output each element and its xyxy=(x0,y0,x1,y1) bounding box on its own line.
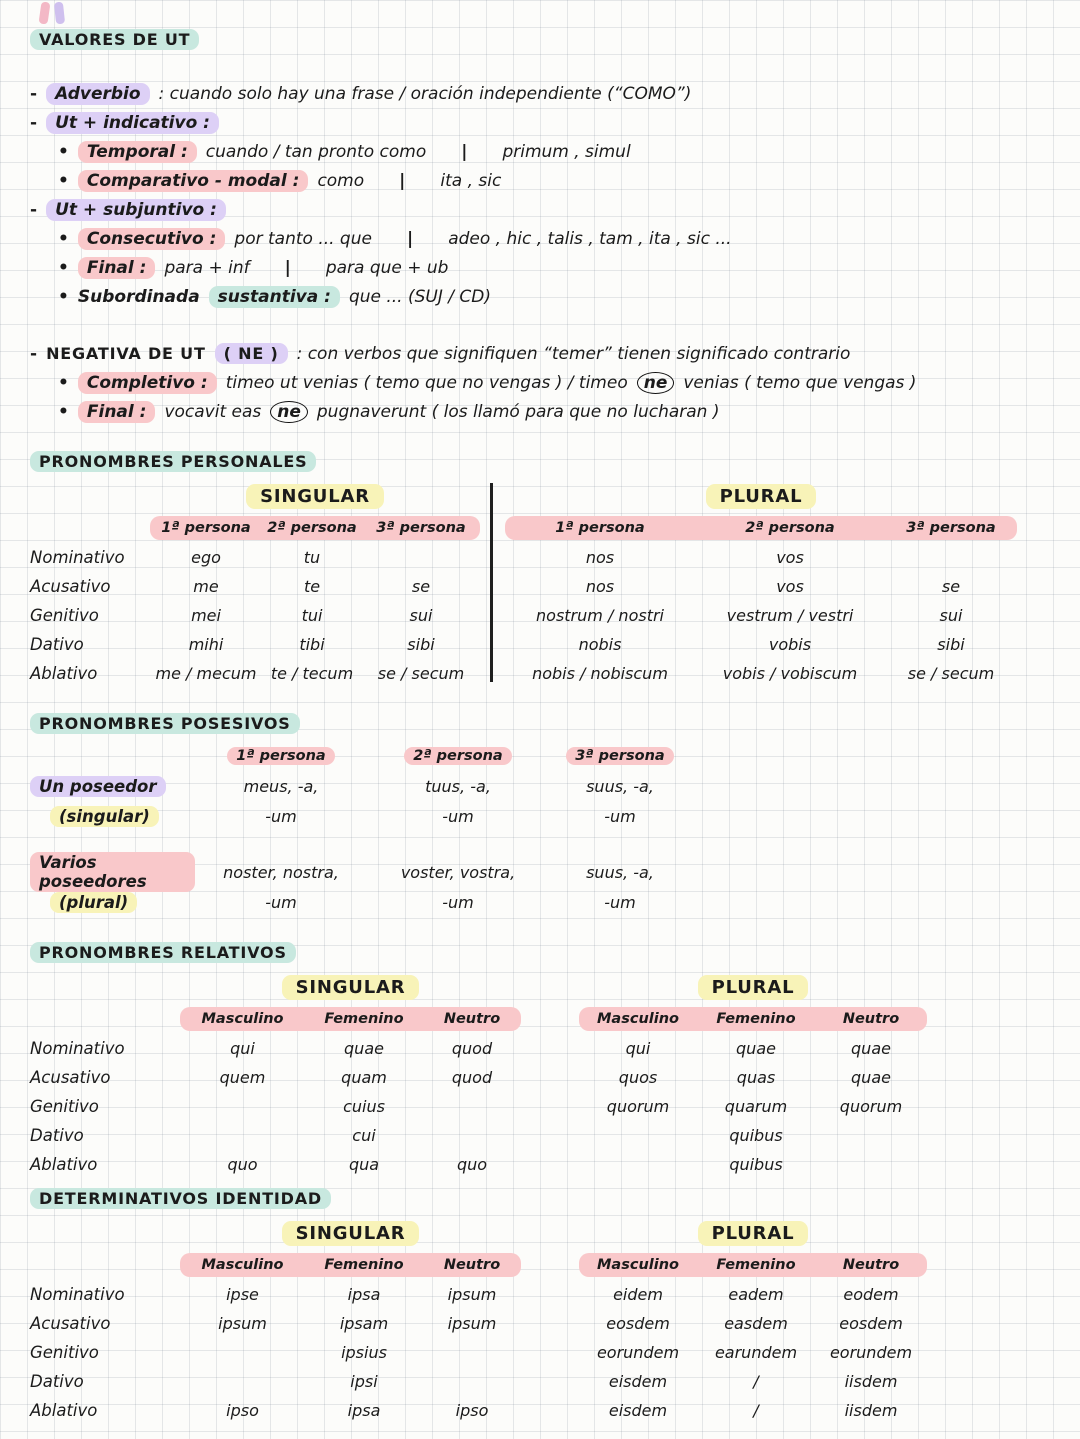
cell xyxy=(815,1150,927,1179)
gender-headers xyxy=(579,1250,927,1280)
row-label-dativo: Dativo xyxy=(30,635,84,654)
cell: qui xyxy=(230,1039,255,1058)
section-title: DETERMINATIVOS IDENTIDAD xyxy=(30,1188,331,1209)
sustantiva-label: sustantiva : xyxy=(209,286,340,308)
col-header-femenino: Femenino xyxy=(324,1257,404,1273)
completivo-text-2: venias ( temo que vengas ) xyxy=(683,372,917,393)
divider-bar: | xyxy=(284,257,291,278)
col-header-2a-persona: 2ª persona xyxy=(745,520,835,536)
cell: qua xyxy=(348,1155,380,1174)
personales-singular-grid xyxy=(30,479,480,688)
col-header-3a-persona: 3ª persona xyxy=(566,747,673,765)
cell: ipsius xyxy=(341,1343,387,1362)
determinativos-singular-grid xyxy=(30,1216,521,1425)
subordinada-text: que ... (SUJ / CD) xyxy=(348,286,491,307)
cell: voster, vostra, xyxy=(400,862,516,882)
relativos-singular-grid xyxy=(30,970,521,1179)
cell: quam xyxy=(341,1068,387,1087)
cell: quae xyxy=(851,1068,891,1087)
consecutivo-conjunctions: adeo , hic , talis , tam , ita , sic ... xyxy=(448,228,732,249)
cell xyxy=(423,1121,521,1150)
cell: eosdem xyxy=(839,1314,903,1333)
cell: quibus xyxy=(729,1155,783,1174)
comparativo-label: Comparativo - modal : xyxy=(78,170,309,192)
singular-header xyxy=(150,479,480,513)
dash-bullet: - xyxy=(30,343,38,364)
cell: me xyxy=(193,577,219,596)
cell: vobis xyxy=(768,635,812,654)
posesivos-section xyxy=(30,714,1070,917)
col-header-3a-persona: 3ª persona xyxy=(906,520,996,536)
personales-heading xyxy=(30,452,1070,471)
note-temporal xyxy=(58,137,1070,166)
cell: cuius xyxy=(343,1097,385,1116)
cell: mihi xyxy=(188,635,224,654)
note-ut-indicativo xyxy=(30,108,1070,137)
gender-header-bar xyxy=(180,1253,521,1277)
cell: -um xyxy=(604,806,636,826)
completivo-label: Completivo : xyxy=(78,372,217,394)
col-header-1a-persona: 1ª persona xyxy=(555,520,645,536)
personales-section xyxy=(30,452,1070,688)
dash-bullet: - xyxy=(30,83,38,104)
determinativos-heading xyxy=(30,1189,1070,1208)
cell: ipse xyxy=(226,1285,259,1304)
section-title: PRONOMBRES POSESIVOS xyxy=(30,713,300,734)
row-label-ablativo: Ablativo xyxy=(30,1401,98,1420)
dash-bullet: - xyxy=(30,199,38,220)
cell: vos xyxy=(776,577,804,596)
comparativo-conjunctions: ita , sic xyxy=(440,170,502,191)
col-header-femenino: Femenino xyxy=(324,1011,404,1027)
varios-poseedores-label: Varios poseedores xyxy=(30,852,195,892)
cell: meus, -a, xyxy=(243,776,319,796)
plural-label: PLURAL xyxy=(698,975,809,1000)
cell: sibi xyxy=(407,635,435,654)
posesivos-heading xyxy=(30,714,1070,733)
cell xyxy=(815,1121,927,1150)
ne-label: ( NE ) xyxy=(215,343,288,364)
cell xyxy=(423,1338,521,1367)
spacer-cell xyxy=(30,970,180,999)
plural-sublabel: (plural) xyxy=(50,892,137,913)
singular-label: SINGULAR xyxy=(282,975,420,1000)
negativa-final-text-2: pugnaverunt ( los llamó para que no lucharan ) xyxy=(316,401,720,422)
cell: -um xyxy=(604,892,636,912)
adverbio-text: : cuando solo hay una frase / oración independiente (“COMO”) xyxy=(158,83,692,104)
cell: -um xyxy=(442,806,474,826)
cell: nos xyxy=(585,577,615,596)
row-label-un-poseedor xyxy=(30,771,195,801)
personales-table xyxy=(30,479,1070,688)
cell: ipsi xyxy=(350,1372,378,1391)
ut-indicativo-label: Ut + indicativo : xyxy=(46,112,219,134)
col-header-neutro: Neutro xyxy=(842,1257,900,1273)
cell: quorum xyxy=(839,1097,903,1116)
cell: sibi xyxy=(937,635,965,654)
col-header-wrap xyxy=(549,741,691,771)
ut-values-notes xyxy=(30,79,1070,311)
col-header-masculino: Masculino xyxy=(597,1257,679,1273)
singular-sublabel: (singular) xyxy=(50,806,159,827)
ut-subjuntivo-label: Ut + subjuntivo : xyxy=(46,199,226,221)
temporal-text: cuando / tan pronto como xyxy=(205,141,427,162)
cell: tibi xyxy=(299,635,325,654)
cell: ipso xyxy=(226,1401,259,1420)
cell: eisdem xyxy=(608,1372,668,1391)
row-label-nominativo: Nominativo xyxy=(30,548,125,567)
cell: ipsam xyxy=(339,1314,389,1333)
cell: -um xyxy=(265,806,297,826)
spacer-cell xyxy=(30,479,150,508)
note-comparativo xyxy=(58,166,1070,195)
cell: earundem xyxy=(714,1343,798,1362)
cell: ipsum xyxy=(447,1314,497,1333)
cell xyxy=(180,1092,305,1121)
cell: quo xyxy=(227,1155,258,1174)
cell: tuus, -a, xyxy=(425,776,491,796)
table-divider xyxy=(490,483,493,682)
lavender-mark xyxy=(54,2,65,25)
cell: quorum xyxy=(606,1097,670,1116)
completivo-text: timeo ut venias ( temo que no vengas ) / timeo xyxy=(225,372,628,393)
cell: quibus xyxy=(729,1126,783,1145)
col-header-wrap xyxy=(195,741,367,771)
cell: te / tecum xyxy=(270,664,354,683)
cell: mei xyxy=(191,606,221,625)
cell: ipso xyxy=(455,1401,489,1420)
row-label-acusativo: Acusativo xyxy=(30,577,111,596)
cell: -um xyxy=(265,892,297,912)
cell: cui xyxy=(352,1126,376,1145)
final-label: Final : xyxy=(78,257,156,279)
cell: eodem xyxy=(843,1285,899,1304)
posesivos-table xyxy=(30,741,1070,917)
determinativos-plural-grid xyxy=(579,1216,927,1425)
cell: iisdem xyxy=(844,1372,898,1391)
row-label-dativo: Dativo xyxy=(30,1126,84,1145)
spacer-cell xyxy=(30,1216,180,1245)
cell xyxy=(180,1121,305,1150)
divider-bar: | xyxy=(399,170,406,191)
temporal-label: Temporal : xyxy=(78,141,197,163)
cell: qui xyxy=(625,1039,651,1058)
col-header-neutro: Neutro xyxy=(443,1257,501,1273)
cell: quo xyxy=(456,1155,488,1174)
cell xyxy=(579,1150,697,1179)
cell: se xyxy=(941,577,961,596)
row-label-ablativo: Ablativo xyxy=(30,1155,98,1174)
row-label-genitivo: Genitivo xyxy=(30,606,99,625)
note-subordinada xyxy=(58,282,1070,311)
cell: vos xyxy=(776,548,804,567)
divider-bar: | xyxy=(406,228,414,249)
note-completivo xyxy=(58,368,1070,397)
cell xyxy=(885,543,1017,572)
dash-bullet: - xyxy=(30,112,38,133)
cell: suus, -a, xyxy=(586,862,654,882)
cell: quod xyxy=(451,1039,493,1058)
col-header-femenino: Femenino xyxy=(716,1011,796,1027)
highlighter-marks xyxy=(40,2,64,24)
cell: quae xyxy=(344,1039,384,1058)
ne-circled: ne xyxy=(270,401,308,423)
cell: tu xyxy=(303,548,321,567)
col-header-wrap xyxy=(367,741,549,771)
cell: eorundem xyxy=(829,1343,913,1362)
cell: ipsum xyxy=(447,1285,497,1304)
cell xyxy=(180,1338,305,1367)
col-header-masculino: Masculino xyxy=(597,1011,679,1027)
cell: nobis / nobiscum xyxy=(532,664,668,683)
col-header-2a-persona: 2ª persona xyxy=(267,520,357,536)
cell: te xyxy=(303,577,321,596)
relativos-section xyxy=(30,943,1070,1179)
cell: quos xyxy=(618,1068,658,1087)
gender-headers xyxy=(180,1250,521,1280)
plural-label: PLURAL xyxy=(698,1221,809,1246)
dot-bullet: • xyxy=(58,401,69,422)
cell xyxy=(180,1367,305,1396)
note-consecutivo xyxy=(58,224,1070,253)
cell: sui xyxy=(409,606,433,625)
plural-header xyxy=(505,479,1017,513)
col-header-femenino: Femenino xyxy=(716,1257,796,1273)
singular-label: SINGULAR xyxy=(282,1221,420,1246)
spacer-cell xyxy=(30,1004,180,1033)
cell: quarum xyxy=(724,1097,788,1116)
note-negativa-final xyxy=(58,397,1070,426)
plural-header xyxy=(579,970,927,1004)
cell: sui xyxy=(939,606,963,625)
comparativo-text: como xyxy=(317,170,365,191)
cell: / xyxy=(753,1401,759,1420)
cell: se xyxy=(411,577,431,596)
cell: suus, -a, xyxy=(586,776,654,796)
row-label-acusativo: Acusativo xyxy=(30,1068,111,1087)
cell: noster, nostra, xyxy=(223,862,339,882)
row-label-dativo: Dativo xyxy=(30,1372,84,1391)
cell: quod xyxy=(451,1068,493,1087)
row-label-varios-poseedores xyxy=(30,853,195,891)
gender-header-bar xyxy=(180,1007,521,1031)
cell: ipsum xyxy=(218,1314,267,1333)
determinativos-table xyxy=(30,1216,1070,1425)
note-ut-subjuntivo xyxy=(30,195,1070,224)
col-header-3a-persona: 3ª persona xyxy=(376,520,466,536)
row-label-genitivo: Genitivo xyxy=(30,1343,99,1362)
ne-circled: ne xyxy=(637,372,675,394)
cell: se / secum xyxy=(377,664,465,683)
col-header-1a-persona: 1ª persona xyxy=(227,747,334,765)
final-text: para + inf xyxy=(164,257,250,278)
pink-mark xyxy=(39,1,51,24)
cell: ipsa xyxy=(347,1401,381,1420)
cell: vestrum / vestri xyxy=(726,606,854,625)
gender-headers xyxy=(180,1004,521,1034)
cell: quae xyxy=(851,1039,891,1058)
row-label-acusativo: Acusativo xyxy=(30,1314,111,1333)
gender-header-bar xyxy=(579,1007,927,1031)
col-header-neutro: Neutro xyxy=(443,1011,501,1027)
plural-person-headers xyxy=(505,513,1017,543)
cell: / xyxy=(753,1372,759,1391)
cell: nobis xyxy=(578,635,622,654)
col-header-1a-persona: 1ª persona xyxy=(161,520,251,536)
divider-bar: | xyxy=(461,141,468,162)
note-final xyxy=(58,253,1070,282)
negativa-final-label: Final : xyxy=(78,401,156,423)
spacer-cell xyxy=(30,513,150,542)
plural-header xyxy=(579,1216,927,1250)
relativos-heading xyxy=(30,943,1070,962)
temporal-conjunctions: primum , simul xyxy=(502,141,631,162)
dot-bullet: • xyxy=(58,286,69,307)
cell: me / mecum xyxy=(155,664,257,683)
note-adverbio xyxy=(30,79,1070,108)
negativa-text: : con verbos que signifiquen “temer” tienen significado contrario xyxy=(296,343,851,364)
dot-bullet: • xyxy=(58,141,69,162)
cell: eorundem xyxy=(596,1343,680,1362)
cell: quem xyxy=(219,1068,266,1087)
page-title-row xyxy=(30,30,1070,49)
relativos-table xyxy=(30,970,1070,1179)
row-label-nominativo: Nominativo xyxy=(30,1285,125,1304)
cell: ego xyxy=(191,548,221,567)
spacer-cell xyxy=(30,741,195,771)
adverbio-label: Adverbio xyxy=(46,83,149,105)
col-header-2a-persona: 2ª persona xyxy=(404,747,511,765)
dot-bullet: • xyxy=(58,257,69,278)
cell xyxy=(362,543,480,572)
row-label-nominativo: Nominativo xyxy=(30,1039,125,1058)
cell: iisdem xyxy=(844,1401,898,1420)
cell: tui xyxy=(301,606,323,625)
personales-plural-grid xyxy=(505,479,1017,688)
singular-header xyxy=(180,970,521,1004)
cell: eadem xyxy=(728,1285,784,1304)
dot-bullet: • xyxy=(58,372,69,393)
final-text-2: para que + ub xyxy=(325,257,449,278)
negativa-final-text: vocavit eas xyxy=(164,401,262,422)
consecutivo-text: por tanto ... que xyxy=(234,228,372,249)
gender-headers xyxy=(579,1004,927,1034)
person-header-bar xyxy=(505,516,1017,540)
cell xyxy=(423,1092,521,1121)
col-header-masculino: Masculino xyxy=(201,1257,284,1273)
plural-label: PLURAL xyxy=(706,484,817,509)
person-header-bar xyxy=(150,516,480,540)
gender-header-bar xyxy=(579,1253,927,1277)
negativa-title: NEGATIVA DE UT xyxy=(46,344,206,363)
determinativos-section xyxy=(30,1189,1070,1425)
col-header-masculino: Masculino xyxy=(201,1011,284,1027)
dot-bullet: • xyxy=(58,170,69,191)
row-label-genitivo: Genitivo xyxy=(30,1097,99,1116)
singular-label: SINGULAR xyxy=(246,484,384,509)
cell: vobis / vobiscum xyxy=(722,664,858,683)
spacer-cell xyxy=(30,1250,180,1279)
row-sublabel-plural xyxy=(30,887,195,917)
negativa-header xyxy=(30,339,1070,368)
cell: se / secum xyxy=(907,664,995,683)
cell: easdem xyxy=(724,1314,788,1333)
singular-person-headers xyxy=(150,513,480,543)
negativa-de-ut-notes xyxy=(30,339,1070,426)
cell: eosdem xyxy=(606,1314,670,1333)
cell xyxy=(423,1367,521,1396)
cell: -um xyxy=(442,892,474,912)
subordinada-word: Subordinada xyxy=(77,286,200,307)
cell: ipsa xyxy=(347,1285,381,1304)
cell: eidem xyxy=(613,1285,663,1304)
col-header-neutro: Neutro xyxy=(842,1011,900,1027)
page-title: VALORES DE UT xyxy=(30,29,199,50)
consecutivo-label: Consecutivo : xyxy=(78,228,226,250)
cell: nostrum / nostri xyxy=(536,606,664,625)
relativos-plural-grid xyxy=(579,970,927,1179)
cell: eisdem xyxy=(608,1401,668,1420)
cell: nos xyxy=(585,548,615,567)
cell: quas xyxy=(736,1068,776,1087)
cell xyxy=(579,1121,697,1150)
singular-header xyxy=(180,1216,521,1250)
un-poseedor-label: Un poseedor xyxy=(30,776,166,797)
dot-bullet: • xyxy=(58,228,69,249)
section-title: PRONOMBRES RELATIVOS xyxy=(30,942,296,963)
section-title: PRONOMBRES PERSONALES xyxy=(30,451,316,472)
cell: quae xyxy=(736,1039,776,1058)
row-label-ablativo: Ablativo xyxy=(30,664,98,683)
row-sublabel-singular xyxy=(30,801,195,831)
